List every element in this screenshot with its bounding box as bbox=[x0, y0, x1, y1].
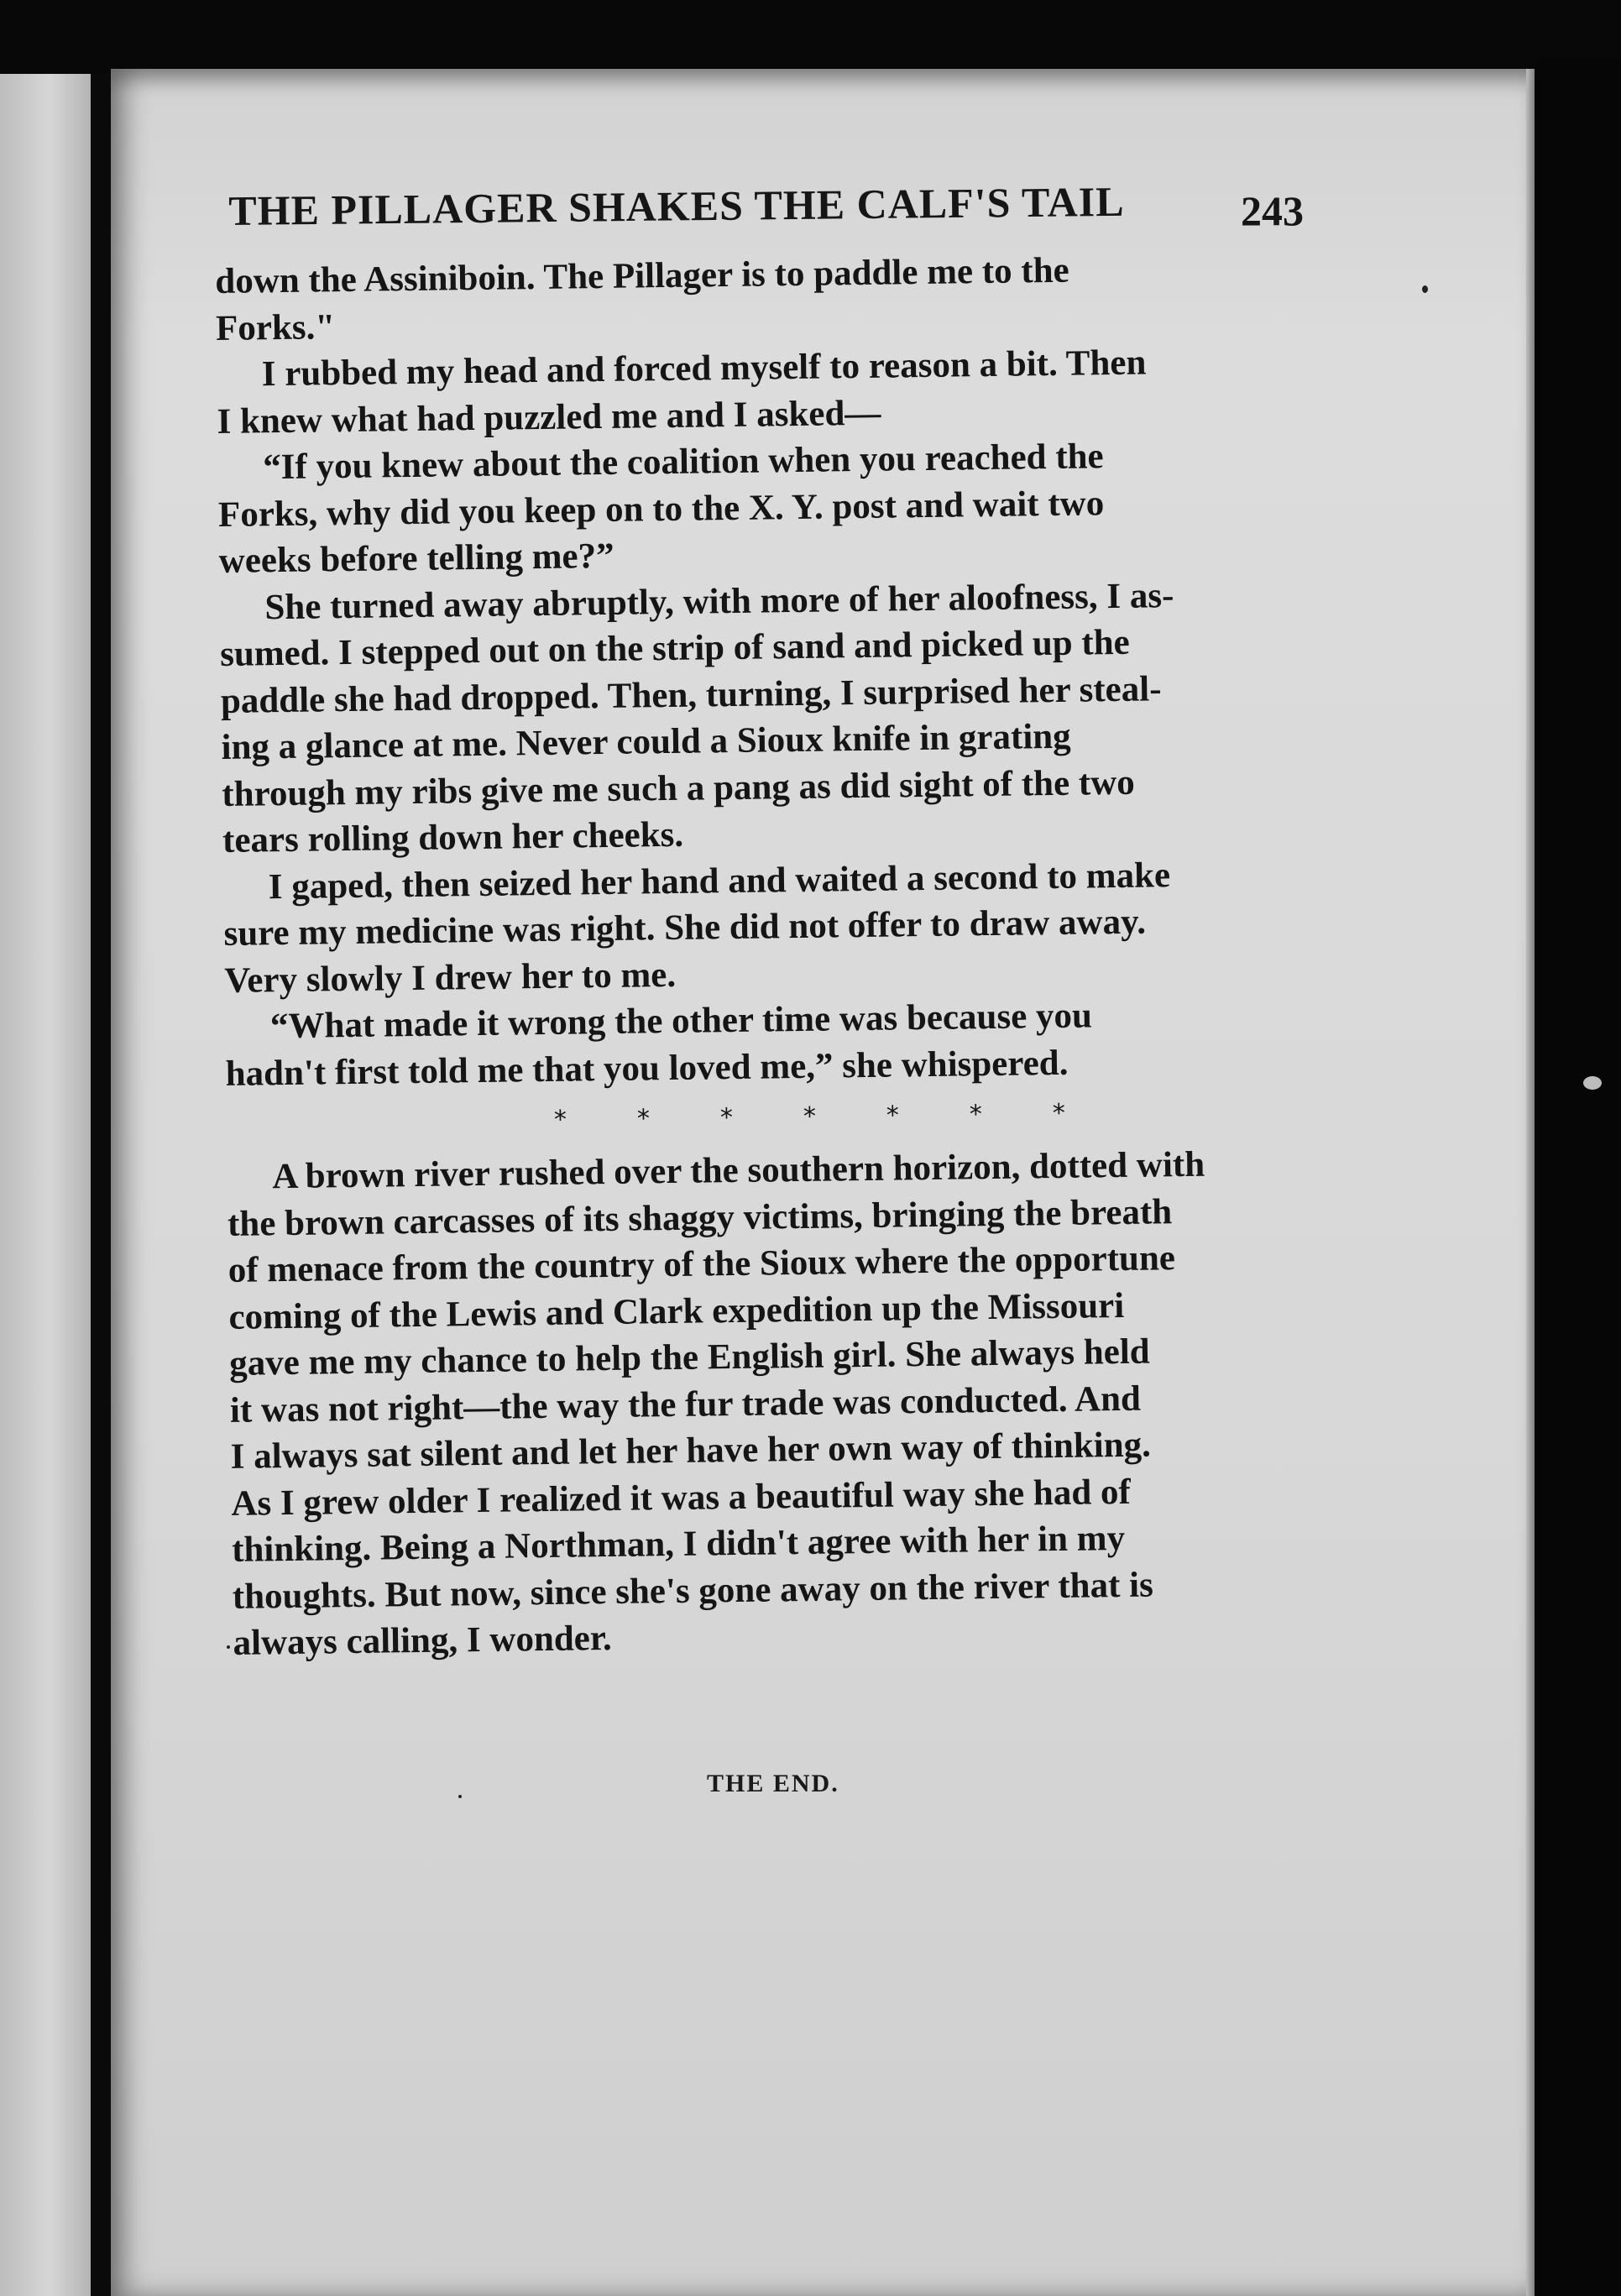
text-line: sure my medicine was right. She did not offer to draw away. bbox=[223, 902, 1147, 954]
asterism-star: * bbox=[719, 1103, 734, 1133]
text-line: I rubbed my head and forced myself to reason a bit. Then bbox=[261, 343, 1147, 395]
text-line: it was not right—the way the fur trade was conducted. And bbox=[229, 1378, 1142, 1430]
page-body bbox=[215, 244, 1341, 1667]
text-line: She turned away abruptly, with more of her aloofness, I as- bbox=[264, 575, 1174, 627]
paragraph bbox=[217, 431, 1327, 585]
text-line: Very slowly I drew her to me. bbox=[223, 954, 677, 1001]
text-line: “If you knew about the coalition when you reached the bbox=[262, 437, 1104, 488]
asterism-star: * bbox=[803, 1101, 817, 1132]
text-line: paddle she had dropped. Then, turning, I surprised her steal- bbox=[220, 668, 1162, 721]
text-line: As I grew older I realized it was a beautiful way she had of bbox=[231, 1472, 1132, 1524]
final-paragraph bbox=[227, 1140, 1341, 1667]
text-line: Forks, why did you keep on to the X. Y. post and wait two bbox=[217, 483, 1105, 535]
text-line: thoughts. But now, since she's gone away on the river that is bbox=[232, 1565, 1154, 1617]
paragraph bbox=[215, 244, 1324, 352]
book-gutter bbox=[91, 74, 111, 2296]
facing-page-edge bbox=[0, 74, 91, 2296]
scan-speck bbox=[227, 1645, 230, 1649]
scan-speck bbox=[458, 1795, 462, 1798]
paragraph bbox=[225, 990, 1334, 1097]
text-line: through my ribs give me such a pang as did sight of the two bbox=[222, 762, 1136, 814]
text-line: “What made it wrong the other time was because you bbox=[269, 996, 1093, 1047]
text-line: thinking. Being a Northman, I didn't agree with her in my bbox=[231, 1518, 1126, 1570]
text-line: of menace from the country of the Sioux where the opportune bbox=[227, 1238, 1176, 1290]
paragraph bbox=[222, 850, 1332, 1004]
asterism-star: * bbox=[1052, 1098, 1066, 1129]
text-line: I knew what had puzzled me and I asked— bbox=[217, 393, 881, 442]
text-line: tears rolling down her cheeks. bbox=[222, 814, 684, 860]
text-line: ing a glance at me. Never could a Sioux knife in grating bbox=[221, 716, 1071, 767]
text-line: I always sat silent and let her have her own way of thinking. bbox=[230, 1425, 1152, 1477]
text-line: gave me my chance to help the English girl. She always held bbox=[228, 1331, 1150, 1383]
page-number: 243 bbox=[1241, 187, 1304, 234]
text-line: Forks." bbox=[215, 306, 336, 348]
section-break-ornament bbox=[226, 1086, 1335, 1149]
scan-top-border bbox=[0, 0, 1621, 77]
asterism-star: * bbox=[969, 1100, 983, 1130]
text-line: weeks before telling me?” bbox=[218, 536, 614, 581]
text-line: coming of the Lewis and Clark expedition up the Missouri bbox=[228, 1285, 1125, 1337]
scan-right-border bbox=[1535, 59, 1621, 2296]
text-line: always calling, I wonder. bbox=[233, 1618, 613, 1663]
asterism-star: * bbox=[636, 1104, 651, 1134]
asterism-star: * bbox=[886, 1101, 900, 1131]
the-end-label: THE END. bbox=[707, 1770, 839, 1797]
text-line: A brown river rushed over the southern horizon, dotted with bbox=[272, 1144, 1205, 1197]
scan-speck bbox=[1422, 285, 1428, 293]
text-line: down the Assiniboin. The Pillager is to paddle me to the bbox=[215, 250, 1070, 301]
text-line: hadn't first told me that you loved me,” she whispered. bbox=[225, 1043, 1069, 1094]
text-line: sumed. I stepped out on the strip of sand and picked up the bbox=[219, 622, 1130, 674]
asterism-star: * bbox=[553, 1105, 567, 1135]
text-line: I gaped, then seized her hand and waited a second to make bbox=[268, 855, 1171, 907]
scan-speck bbox=[1583, 1076, 1602, 1090]
text-line: the brown carcasses of its shaggy victims, bringing the breath bbox=[227, 1191, 1173, 1244]
paragraph bbox=[216, 337, 1325, 445]
running-head-title: THE PILLAGER SHAKES THE CALF'S TAIL bbox=[228, 177, 1125, 234]
paragraph bbox=[219, 570, 1331, 864]
